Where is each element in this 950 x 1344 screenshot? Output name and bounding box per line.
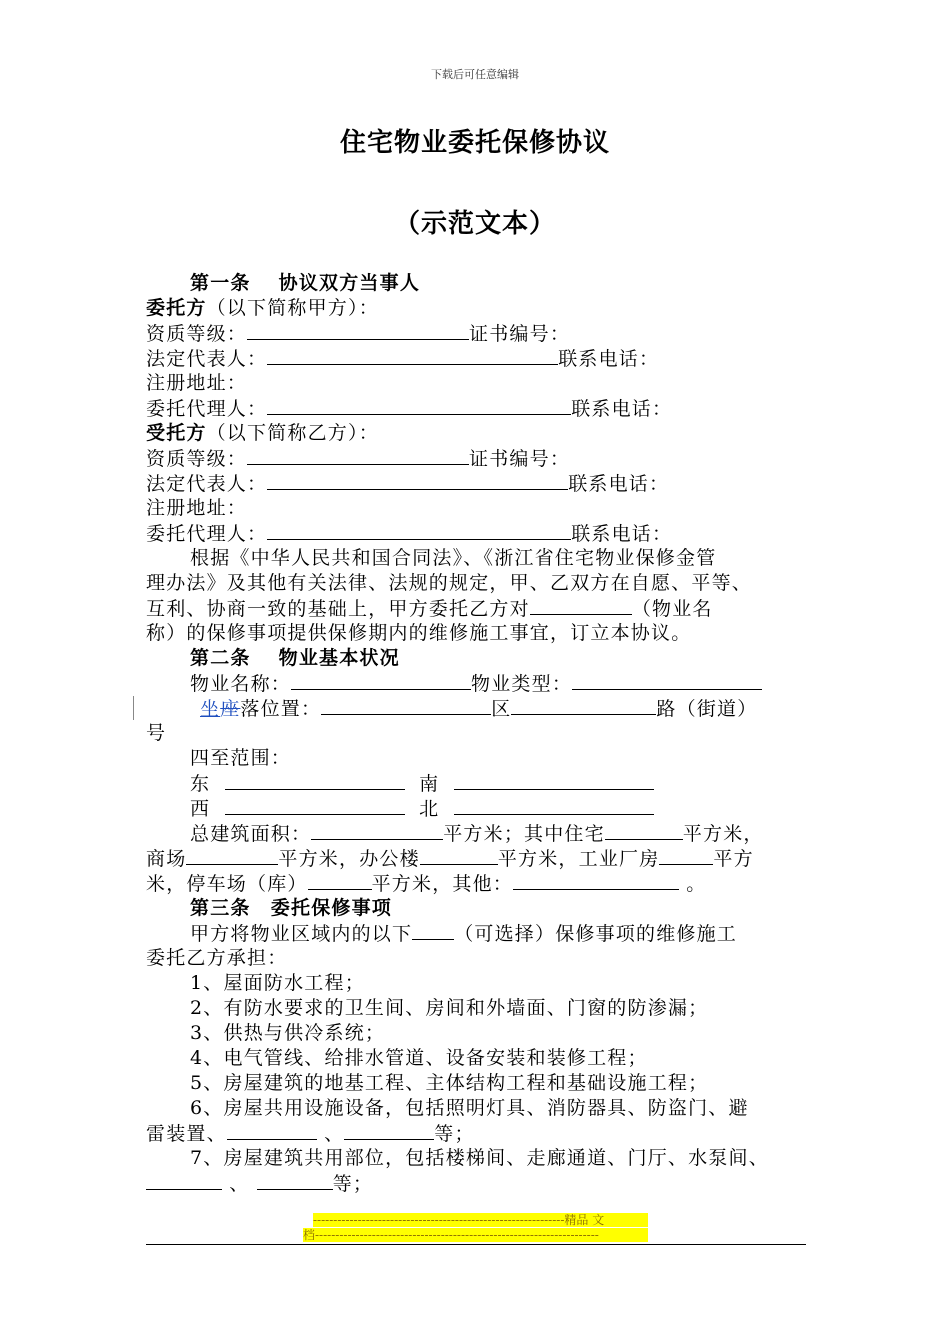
party-b-line bbox=[146, 421, 379, 446]
area-breakdown-row bbox=[146, 846, 754, 872]
parking-row bbox=[146, 871, 706, 897]
property-name-blank[interactable] bbox=[530, 596, 632, 615]
factory-label: 平方米，工业厂房 bbox=[497, 848, 660, 870]
scope-text: （可选择）保修事项的维修施工 bbox=[454, 923, 738, 945]
party-a-note: （以下简称甲方）： bbox=[206, 297, 379, 319]
location-row bbox=[200, 696, 757, 722]
footer-watermark-line-2: 档---------------------------------------------------------------------- bbox=[303, 1228, 648, 1242]
east-label: 东 bbox=[190, 773, 211, 795]
party-b-note: （以下简称乙方）： bbox=[206, 422, 379, 444]
agent-blank[interactable] bbox=[267, 396, 571, 415]
parking-blank[interactable] bbox=[308, 871, 372, 890]
scope-item-3: 3、供热与供冷系统； bbox=[190, 1022, 386, 1044]
qualification-label: 资质等级： bbox=[146, 448, 248, 470]
parking-label: 米，停车场（库） bbox=[146, 873, 308, 895]
office-label: 平方米，办公楼 bbox=[278, 848, 420, 870]
total-area-label: 总建筑面积： bbox=[190, 823, 312, 845]
sqm-unit: 平方米， bbox=[682, 823, 764, 845]
scope-item-7-line-1: 7、房屋建筑共用部位，包括楼梯间、走廊通道、门厅、水泵间、 bbox=[190, 1147, 769, 1169]
party-b-address-row: 注册地址： bbox=[146, 497, 248, 519]
period: 。 bbox=[686, 873, 707, 895]
tracked-insertion: 坐 bbox=[200, 698, 221, 720]
factory-blank[interactable] bbox=[659, 846, 713, 865]
party-a-address-row: 注册地址： bbox=[146, 372, 248, 394]
separator: 、 bbox=[229, 1173, 250, 1195]
page-header: 下载后可任意编辑 bbox=[431, 68, 519, 81]
district-blank[interactable] bbox=[511, 696, 656, 715]
tracked-deletion: 座 bbox=[220, 698, 241, 720]
scope-text: 甲方将物业区域内的以下 bbox=[190, 923, 413, 945]
scope-blank[interactable] bbox=[412, 921, 454, 940]
party-a-qualification-row bbox=[146, 321, 570, 347]
location-blank[interactable] bbox=[321, 696, 491, 715]
scope-intro-line-1 bbox=[190, 921, 737, 947]
basis-paragraph-line-3 bbox=[146, 596, 713, 622]
scope-item-7-line-2 bbox=[146, 1171, 373, 1197]
location-label: 落位置： bbox=[240, 698, 322, 720]
road-label: 路（街道） bbox=[656, 698, 758, 720]
basis-paragraph-line-4: 称）的保修事项提供保修期内的维修施工事宜，订立本协议。 bbox=[146, 622, 692, 644]
item-7-blank-1[interactable] bbox=[146, 1171, 222, 1190]
legal-rep-blank[interactable] bbox=[267, 346, 558, 365]
agent-label: 委托代理人： bbox=[146, 523, 268, 545]
qualification-label: 资质等级： bbox=[146, 323, 248, 345]
etc-label: 等； bbox=[434, 1123, 475, 1145]
party-a-legal-row bbox=[146, 346, 659, 372]
phone-label: 联系电话： bbox=[571, 523, 673, 545]
sqm-unit: 平方 bbox=[713, 848, 754, 870]
item-6-blank-2[interactable] bbox=[344, 1121, 434, 1140]
document-subtitle: （示范文本） bbox=[393, 209, 556, 239]
change-bar bbox=[133, 696, 134, 720]
boundaries-label: 四至范围： bbox=[190, 747, 292, 769]
residential-blank[interactable] bbox=[605, 821, 683, 840]
south-blank[interactable] bbox=[454, 771, 654, 790]
basis-text: 互利、协商一致的基础上，甲方委托乙方对 bbox=[146, 598, 530, 620]
scope-text: 雷装置、 bbox=[146, 1123, 227, 1145]
boundaries-east-south bbox=[190, 771, 654, 797]
total-area-row bbox=[190, 821, 764, 847]
legal-rep-blank[interactable] bbox=[267, 471, 568, 490]
scope-item-5: 5、房屋建筑的地基工程、主体结构工程和基础设施工程； bbox=[190, 1072, 709, 1094]
north-label: 北 bbox=[419, 798, 440, 820]
article-2-heading: 第二条 物业基本状况 bbox=[190, 647, 400, 669]
party-b-agent-row bbox=[146, 521, 672, 547]
scope-item-1: 1、屋面防水工程； bbox=[190, 972, 365, 994]
scope-intro-line-2: 委托乙方承担： bbox=[146, 947, 288, 969]
item-6-blank-1[interactable] bbox=[227, 1121, 317, 1140]
district-label: 区 bbox=[491, 698, 512, 720]
legal-rep-label: 法定代表人： bbox=[146, 473, 268, 495]
document-title: 住宅物业委托保修协议 bbox=[339, 128, 610, 158]
office-blank[interactable] bbox=[420, 846, 498, 865]
phone-label: 联系电话： bbox=[568, 473, 670, 495]
east-blank[interactable] bbox=[225, 771, 405, 790]
party-b-qualification-row bbox=[146, 446, 570, 472]
basis-paragraph-line-2: 理办法》及其他有关法律、法规的规定，甲、乙双方在自愿、平等、 bbox=[146, 572, 753, 594]
shop-blank[interactable] bbox=[186, 846, 278, 865]
qualification-blank[interactable] bbox=[247, 321, 469, 340]
article-3-heading: 第三条 委托保修事项 bbox=[190, 897, 393, 919]
west-label: 西 bbox=[190, 798, 211, 820]
scope-item-6-line-2 bbox=[146, 1121, 475, 1147]
party-b-legal-row bbox=[146, 471, 669, 497]
scope-item-6-line-1: 6、房屋共用设施设备，包括照明灯具、消防器具、防盗门、避 bbox=[190, 1097, 749, 1119]
certificate-label: 证书编号： bbox=[469, 323, 571, 345]
west-blank[interactable] bbox=[225, 796, 405, 815]
shop-label: 商场 bbox=[146, 848, 187, 870]
north-blank[interactable] bbox=[454, 796, 654, 815]
sqm-unit: 平方米 bbox=[443, 823, 504, 845]
certificate-label: 证书编号： bbox=[469, 448, 571, 470]
separator: 、 bbox=[324, 1123, 345, 1145]
item-7-blank-2[interactable] bbox=[257, 1171, 333, 1190]
boundaries-west-north bbox=[190, 796, 654, 822]
qualification-blank[interactable] bbox=[247, 446, 469, 465]
other-label: 平方米，其他： bbox=[371, 873, 514, 895]
number-label: 号 bbox=[146, 722, 167, 744]
agent-blank[interactable] bbox=[267, 521, 571, 540]
property-name-field[interactable] bbox=[291, 671, 471, 690]
property-type-field[interactable] bbox=[572, 671, 762, 690]
basis-text: （物业名 bbox=[631, 598, 713, 620]
footer-watermark-line-1: --------------------------------------------------------------精品 文 bbox=[313, 1213, 648, 1227]
other-blank[interactable] bbox=[513, 871, 679, 890]
phone-label: 联系电话： bbox=[571, 398, 673, 420]
party-a-agent-row bbox=[146, 396, 672, 422]
total-area-blank[interactable] bbox=[311, 821, 443, 840]
phone-label: 联系电话： bbox=[558, 348, 660, 370]
south-label: 南 bbox=[419, 773, 440, 795]
legal-rep-label: 法定代表人： bbox=[146, 348, 268, 370]
party-a-label: 委托方 bbox=[146, 297, 207, 319]
property-type-label: 物业类型： bbox=[471, 673, 573, 695]
property-name-label: 物业名称： bbox=[190, 673, 292, 695]
party-b-label: 受托方 bbox=[146, 422, 207, 444]
party-a-line bbox=[146, 296, 379, 321]
scope-item-2: 2、有防水要求的卫生间、房间和外墙面、门窗的防渗漏； bbox=[190, 997, 709, 1019]
scope-item-4: 4、电气管线、给排水管道、设备安装和装修工程； bbox=[190, 1047, 648, 1069]
agent-label: 委托代理人： bbox=[146, 398, 268, 420]
etc-label: 等； bbox=[332, 1173, 374, 1195]
residential-label: ；其中住宅 bbox=[503, 823, 605, 845]
basis-paragraph-line-1: 根据《中华人民共和国合同法》、《浙江省住宅物业保修金管 bbox=[190, 547, 717, 569]
article-1-heading: 第一条 协议双方当事人 bbox=[190, 272, 421, 294]
footer-rule bbox=[146, 1244, 806, 1245]
property-name-row bbox=[190, 671, 762, 697]
